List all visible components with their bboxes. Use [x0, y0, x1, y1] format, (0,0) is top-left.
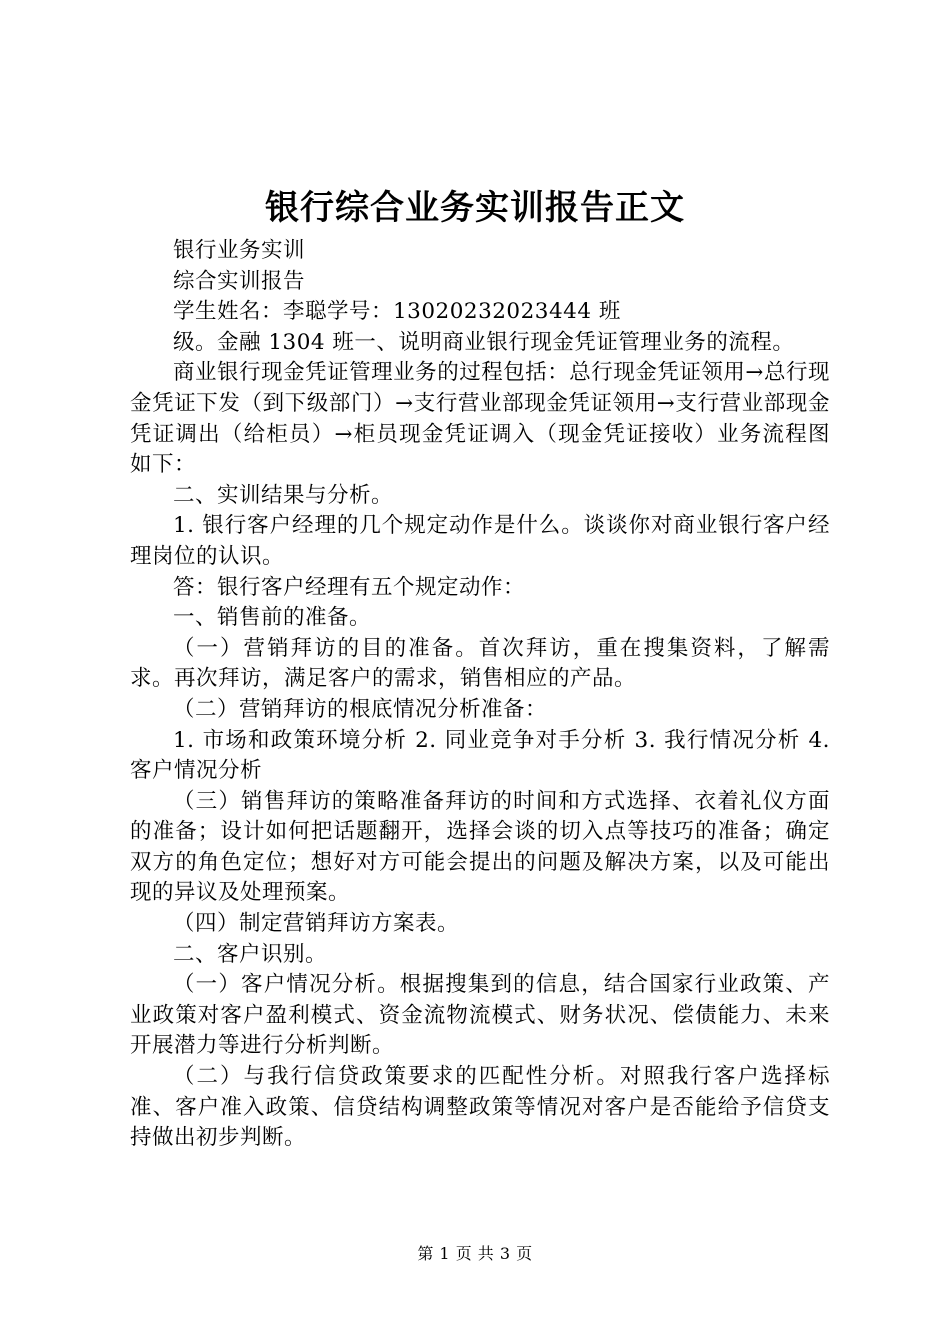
paragraph: 一、销售前的准备。: [173, 605, 372, 631]
paragraph: 二、客户识别。: [173, 941, 328, 967]
paragraph: 学生姓名：李聪学号：13020232023444 班: [173, 299, 621, 325]
paragraph: （三）销售拜访的策略准备拜访的时间和方式选择、衣着礼仪方面的准备；设计如何把话题翻开，选择会谈的切入点等技巧的准备；确定双方的角色定位；想好对方可能会提出的问题及解决方案，以及可能出现的异议及处理预案。: [130, 788, 830, 906]
paragraph: 综合实训报告: [173, 268, 306, 294]
paragraph: （四）制定营销拜访方案表。: [173, 911, 460, 937]
paragraph: 1. 市场和政策环境分析 2. 同业竞争对手分析 3. 我行情况分析 4. 客户情况分析: [130, 727, 830, 784]
document-body: [130, 236, 830, 1154]
paragraph: 答：银行客户经理有五个规定动作：: [173, 574, 526, 600]
paragraph: 商业银行现金凭证管理业务的过程包括：总行现金凭证领用→总行现金凭证下发（到下级部门）→支行营业部现金凭证领用→支行营业部现金凭证调出（给柜员）→柜员现金凭证调入（现金凭证接收）业务流程图如下：: [130, 360, 830, 478]
paragraph: 1. 银行客户经理的几个规定动作是什么。谈谈你对商业银行客户经理岗位的认识。: [130, 513, 830, 569]
paragraph: （一）客户情况分析。根据搜集到的信息，结合国家行业政策、产业政策对客户盈利模式、资金流物流模式、财务状况、偿债能力、未来开展潜力等进行分析判断。: [130, 972, 830, 1059]
page-footer: 第 1 页 共 3 页: [417, 1244, 533, 1263]
paragraph: 二、实训结果与分析。: [173, 482, 394, 508]
paragraph: （二）营销拜访的根底情况分析准备：: [173, 696, 548, 722]
paragraph: （二）与我行信贷政策要求的匹配性分析。对照我行客户选择标准、客户准入政策、信贷结构调整政策等情况对客户是否能给予信贷支持做出初步判断。: [130, 1064, 830, 1151]
paragraph: 银行业务实训: [173, 238, 306, 263]
document-title: 银行综合业务实训报告正文: [265, 188, 685, 228]
paragraph: 级。金融 1304 班一、说明商业银行现金凭证管理业务的流程。: [173, 329, 795, 355]
paragraph: （一）营销拜访的目的准备。首次拜访，重在搜集资料，了解需求。再次拜访，满足客户的需求，销售相应的产品。: [130, 635, 830, 692]
